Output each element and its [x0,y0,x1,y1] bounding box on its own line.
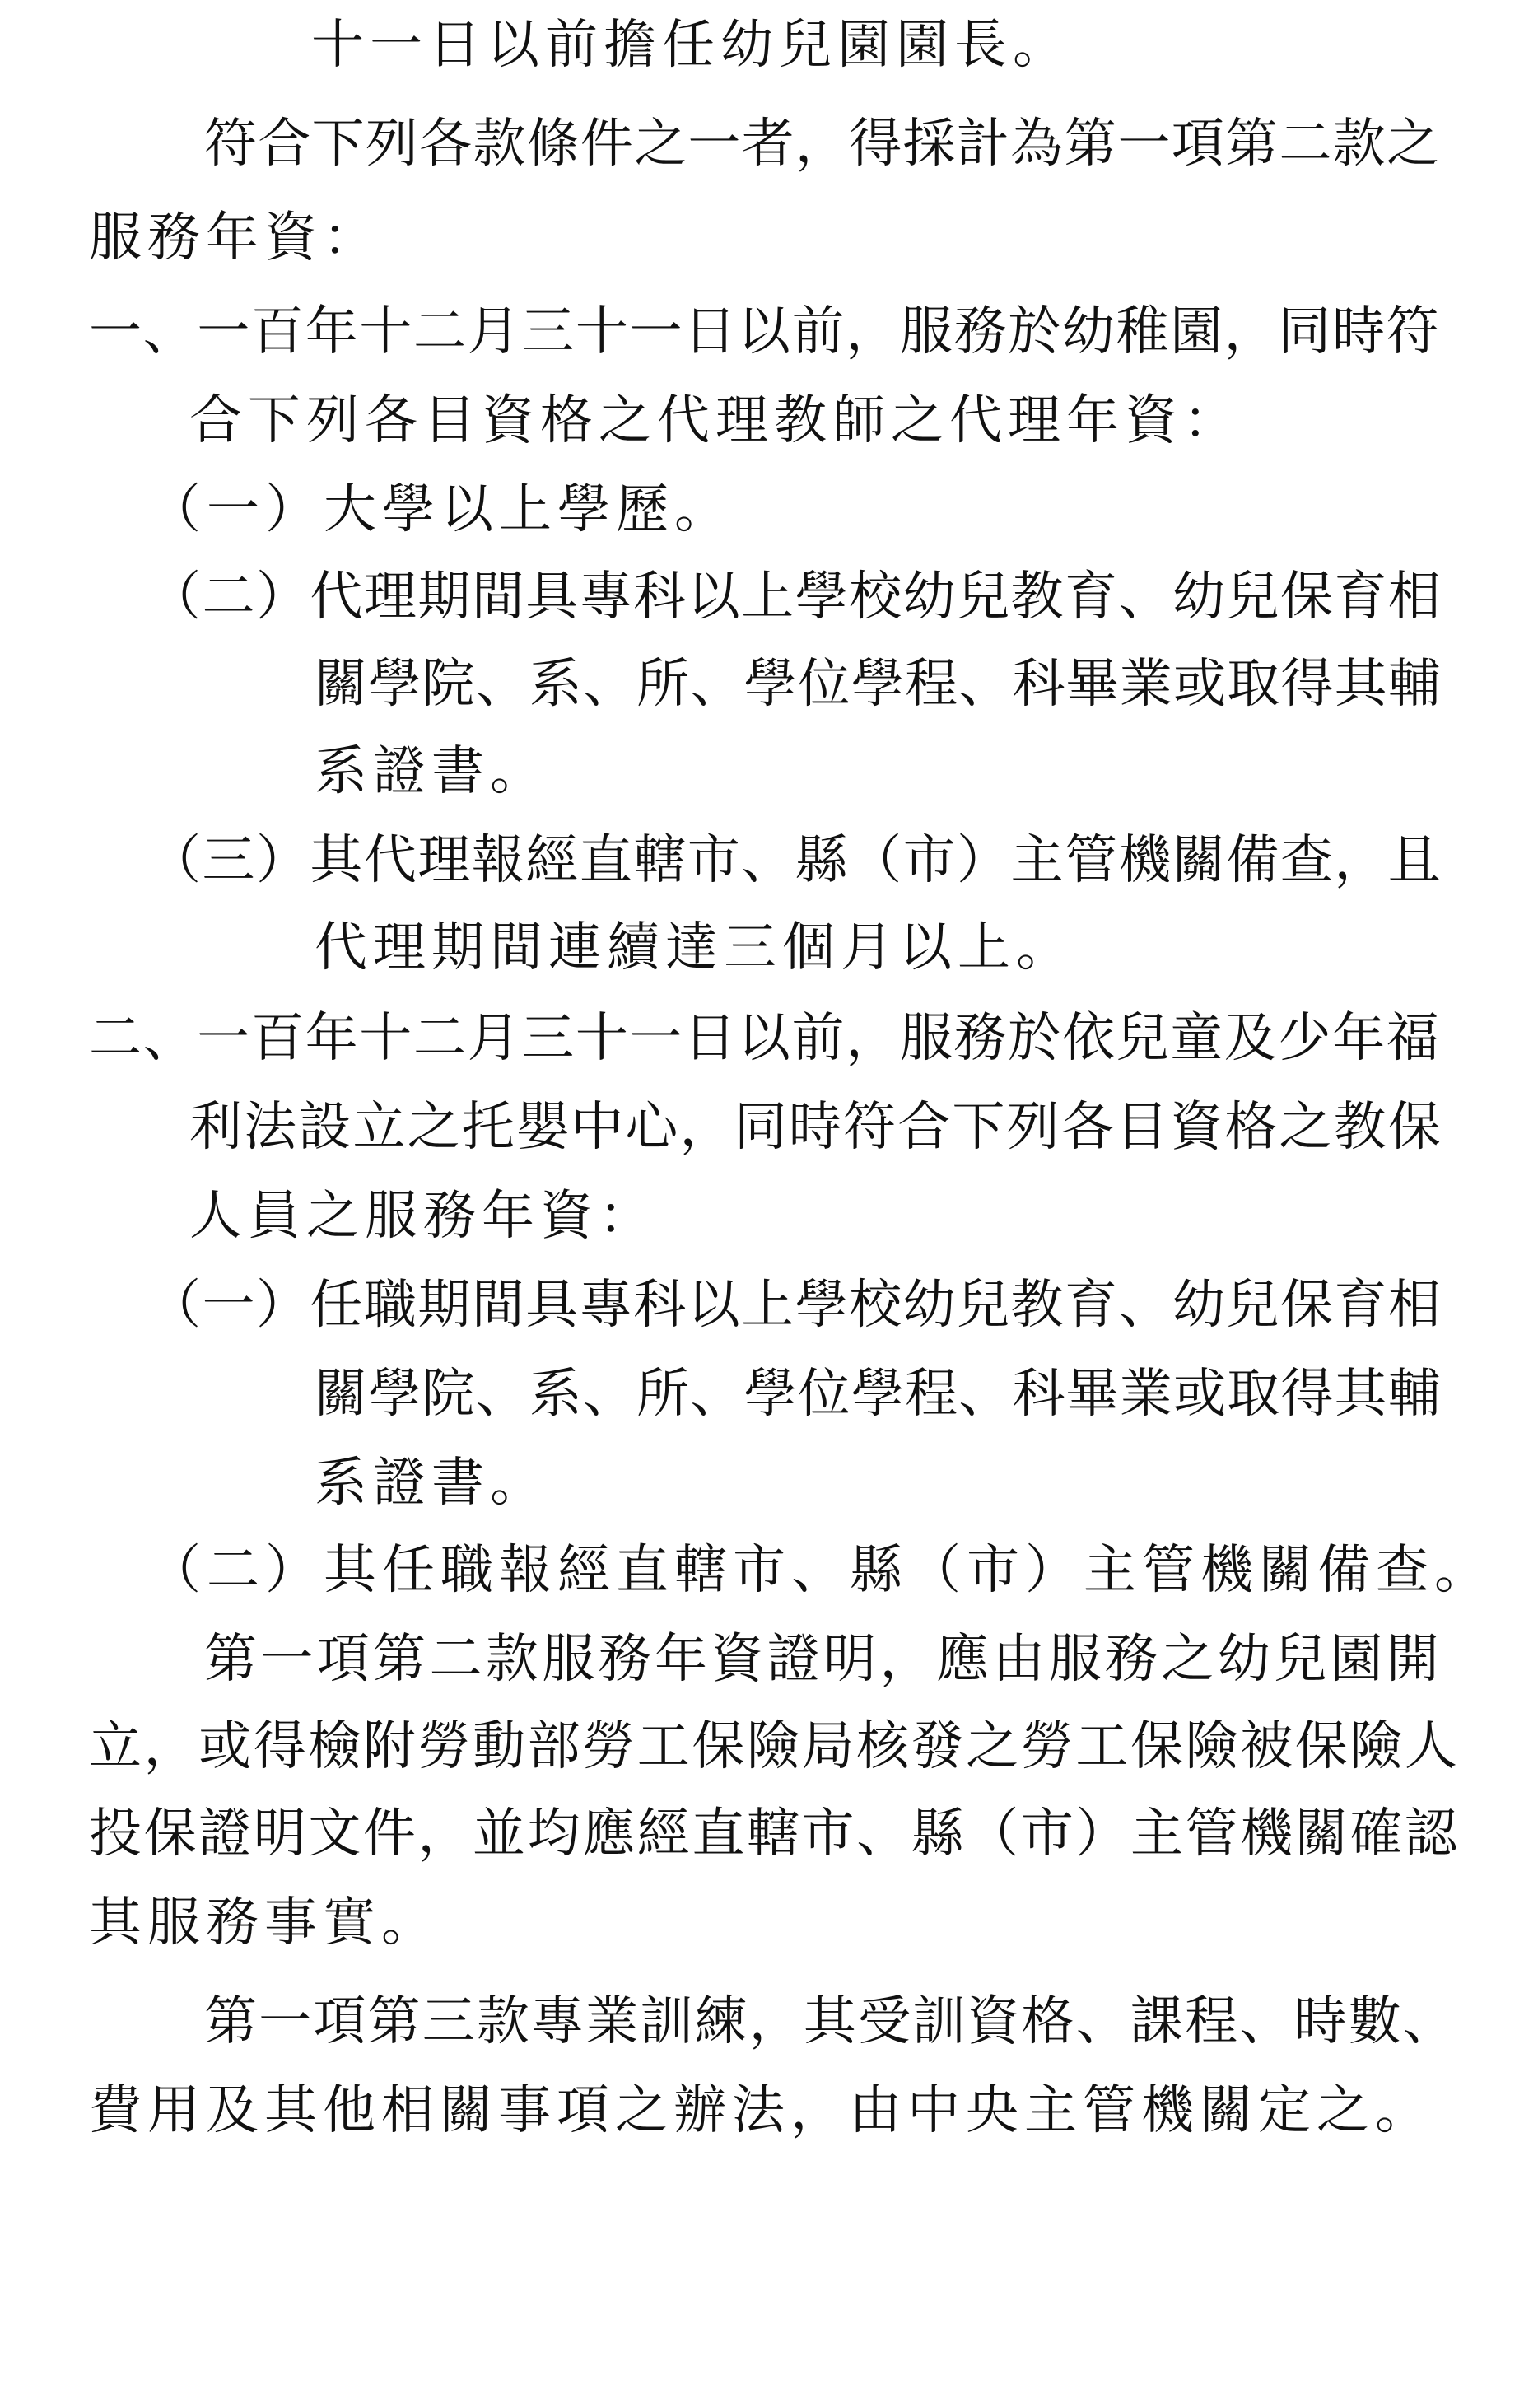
text-line: 代理期間連續達三個月以上。 [315,917,1074,978]
text-line: 合下列各目資格之代理教師之代理年資： [189,390,1242,451]
text-line: 人員之服務年資： [189,1186,657,1247]
text-line: 符 合 下 列 各 款 條 件 之 一 者 ， 得 採 計 為 第 一 項 第 二 款 之 [204,114,1439,175]
text-line: 一 、 一 百 年 十 二 月 三 十 一 日 以 前 ， 服 務 於 幼 稚 園 ， 同 時 符 [89,301,1439,362]
text-line: 十一日以前擔任幼兒園園長。 [311,15,1071,76]
text-line: （一）大學以上學歷。 [148,479,733,540]
text-line: （ 三 ） 其 代 理 報 經 直 轄 市 、 縣 （ 市 ） 主 管 機 關 備 查 ， 且 [148,830,1441,891]
text-line: 利 法 設 立 之 托 嬰 中 心 ， 同 時 符 合 下 列 各 目 資 格 之 教 保 [189,1097,1441,1158]
text-line: 二 、 一 百 年 十 二 月 三 十 一 日 以 前 ， 服 務 於 依 兒 童 及 少 年 福 [89,1008,1439,1069]
text-line: 系證書。 [315,741,548,802]
text-line: （ 一 ） 任 職 期 間 具 專 科 以 上 學 校 幼 兒 教 育 、 幼 兒 保 育 相 [148,1275,1441,1336]
text-line: 關 學 院 、 系 、 所 、 學 位 學 程 、 科 畢 業 或 取 得 其 輔 [315,654,1441,715]
text-line: 其服務事實。 [89,1892,440,1953]
text-line: 立 ， 或 得 檢 附 勞 動 部 勞 工 保 險 局 核 發 之 勞 工 保 險 被 保 險 人 [89,1716,1457,1777]
text-line: （ 二 ） 代 理 期 間 具 專 科 以 上 學 校 幼 兒 教 育 、 幼 兒 保 育 相 [148,567,1441,628]
text-line: 第 一 項 第 二 款 服 務 年 資 證 明 ， 應 由 服 務 之 幼 兒 園 開 [204,1629,1439,1690]
text-line: 關 學 院 、 系 、 所 、 學 位 學 程 、 科 畢 業 或 取 得 其 輔 [315,1364,1441,1425]
text-line: 系證書。 [315,1453,548,1514]
text-line: 第 一 項 第 三 款 專 業 訓 練 ， 其 受 訓 資 格 、 課 程 、 時 數 、 [204,1991,1456,2052]
text-line: 服務年資： [89,208,381,268]
text-line: 投 保 證 明 文 件 ， 並 均 應 經 直 轄 市 、 縣 （ 市 ） 主 管 機 關 確 認 [89,1804,1457,1864]
text-line: 費用及其他相關事項之辦法，由中央主管機關定之。 [89,2080,1433,2141]
text-line: （二）其任職報經直轄市、縣（市）主管機關備查。 [148,1540,1493,1601]
